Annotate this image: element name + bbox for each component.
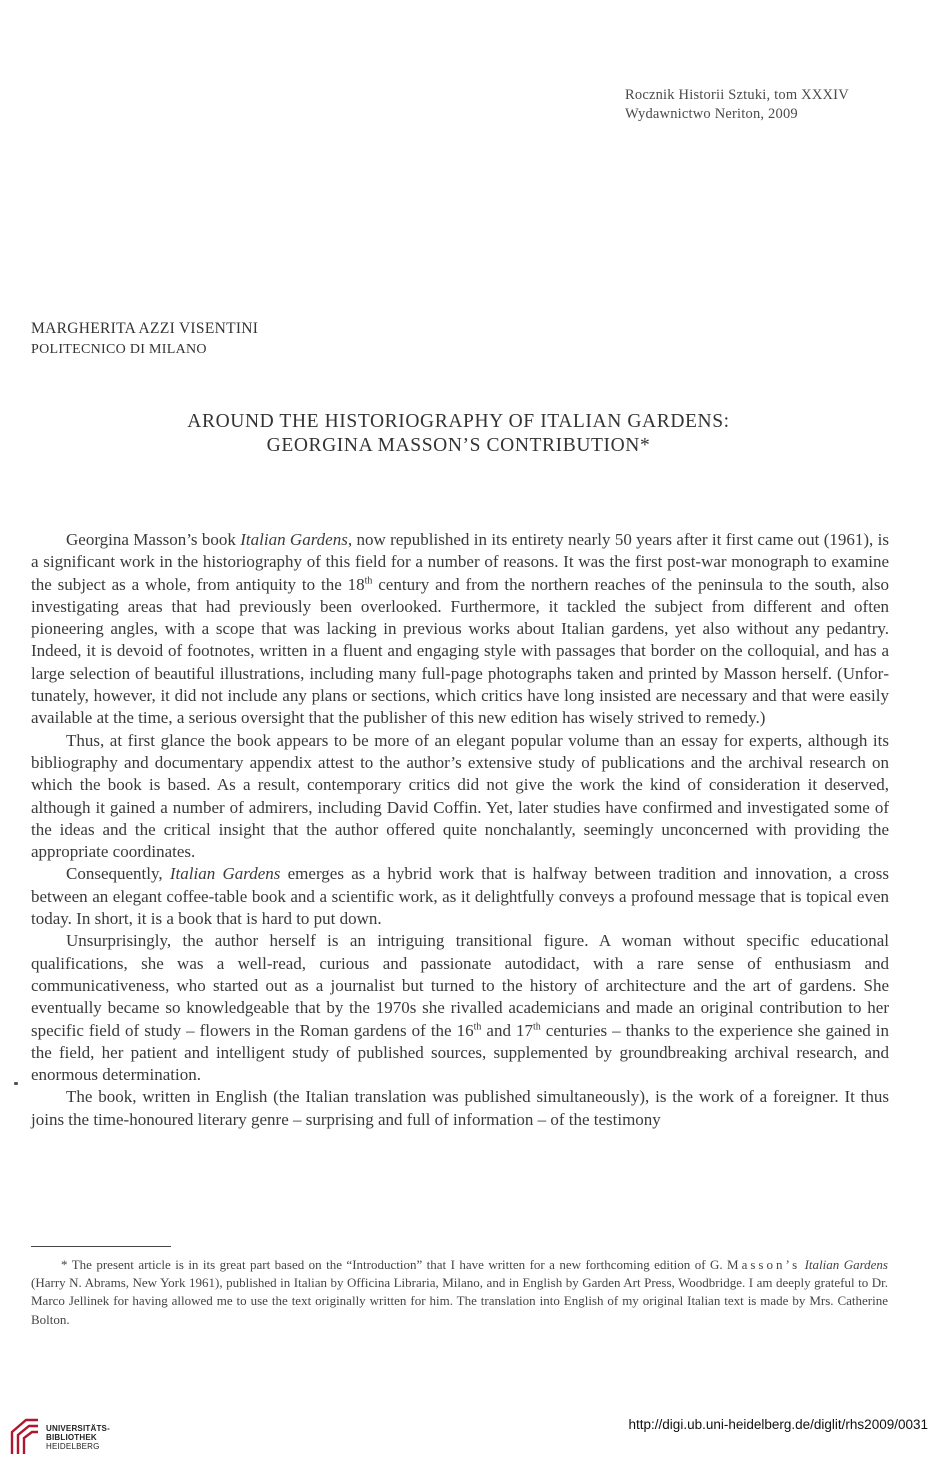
source-url[interactable]: http://digi.ub.uni-heidelberg.de/diglit/rhs2009/0031 [628, 1417, 928, 1432]
article-title [31, 410, 886, 458]
footnote [31, 1256, 888, 1329]
text-run: emerges as a hybrid work that is halfway between tradition and innovation, a cross between an elegant coffee-table book and a scientific work, as it delightfully conveys a profound message that is topical even today. In short, it is a book that is hard to put down. [31, 864, 889, 929]
author-affiliation: POLITECNICO DI MILANO [31, 342, 207, 357]
superscript: th [364, 574, 373, 586]
book-title-italic: Italian Gardens [804, 1257, 888, 1272]
footnote-text [31, 1256, 888, 1329]
library-logo [8, 1418, 110, 1456]
book-title-italic: Italian Gardens [169, 864, 281, 884]
text-run: (Harry N. Abrams, New York 1961), published in Italian by Officina Libraria, Milano, and in English by Garden Art Press, Woodbridge. I am deeply grateful to Dr. Marco Jellinek for having allowed me to use the text originally written for him. The translation into English of my original Italian text is made by Mrs. Catherine Bolton. [31, 1275, 888, 1327]
paragraph-4 [31, 930, 889, 1086]
paragraph-5: The book, written in English (the Italian translation was published simultaneously), is the work of a foreigner. It thus joins the time-honoured literary genre – surprising and full of information – of the testimony [31, 1087, 889, 1129]
paragraph-3 [31, 863, 889, 930]
library-logo-icon [8, 1418, 40, 1456]
text-run: century and from the northern reaches of the peninsula to the south, also investigating areas that had previously been overlooked. Furthermore, it tackled the subject from different and often pioneering angles, with a scope that was lacking in previous works about Italian gardens, yet also without any pedantry. Indeed, it is devoid of footnotes, written in a fluent and engaging style with passages that border on the colloquial, and has a large selection of beautiful illustrations, including many full-page photographs taken and printed by Masson herself. (Unfortunately, however, it did not include any plans or sections, which critics have long insisted are necessary and that were easily available at the time, a serious oversight that the publisher of this new edition has wisely strived to remedy.) [31, 574, 889, 728]
library-name-line-1: UNIVERSITÄTS- [46, 1423, 110, 1433]
author-name: MARGHERITA AZZI VISENTINI [31, 320, 259, 337]
journal-header [625, 86, 849, 124]
publisher-line: Wydawnictwo Neriton, 2009 [625, 106, 798, 122]
text-run: * The present article is in its great part based on the “Introduction” that I have written for a new forthcoming edition of G. [61, 1257, 728, 1272]
superscript: th [473, 1020, 482, 1032]
library-name-line-3: HEIDELBERG [46, 1441, 100, 1451]
paragraph-2: Thus, at first glance the book appears to be more of an elegant popular volume than an essay for experts, although its bibliography and documentary appendix attest to the author’s extensive study of publications and the archival research on which the book is based. As a result, contemporary critics did not give the work the kind of consideration it deserved, although it gained a number of admirers, including David Coffin. Yet, later studies have confirmed and investigated some of the ideas and the critical insight that the author offered quite nonchalantly, seemingly unconcerned with providing the appropriate coordinates. [31, 730, 889, 862]
text-run: centuries – thanks to the experience she gained in the field, her patient and intelligent study of published sources, supplemented by groundbreaking archival research, and enormous determination. [31, 1020, 889, 1085]
text-run: , now republished in its entirety nearly 50 years after it first came out (1961), is a significant work in the historiography of this field for a number of reasons. It was the first post-war monograph to examine the subject as a whole, from antiquity to the 18 [31, 530, 889, 594]
journal-title: Rocznik Historii Sztuki, tom XXXIV [625, 87, 849, 103]
library-name-line-2: BIBLIOTHEK [46, 1432, 97, 1442]
article-body [31, 529, 889, 1131]
margin-mark [14, 1082, 18, 1085]
text-run: Consequently, [66, 864, 170, 884]
title-line-2: GEORGINA MASSON’S CONTRIBUTION* [266, 435, 651, 456]
author-block [31, 318, 258, 360]
text-run: Unsurprisingly, the author herself is an intriguing transitional figure. A woman without specific educational qualifications, she was a well-read, curious and passionate autodidact, with a rare sense of enthusiasm and communicativeness, who started out as a journalist but turned to the history of architecture and the art of gardens. She eventually became so knowledgeable that by the 1970s she rivalled academicians and made an original contribution to her specific field of study – flowers in the Roman gardens of the 16 [31, 931, 889, 1040]
book-title-italic: Italian Gardens [240, 530, 348, 549]
library-name [46, 1424, 110, 1451]
footnote-rule [31, 1246, 171, 1247]
paragraph-1 [31, 529, 889, 730]
text-run: Georgina Masson’s book [66, 530, 241, 549]
author-spaced: Masson’s [727, 1257, 801, 1272]
superscript: th [533, 1020, 541, 1032]
text-run: and 17 [481, 1020, 533, 1040]
title-line-1: AROUND THE HISTORIOGRAPHY OF ITALIAN GARDENS: [187, 411, 730, 432]
